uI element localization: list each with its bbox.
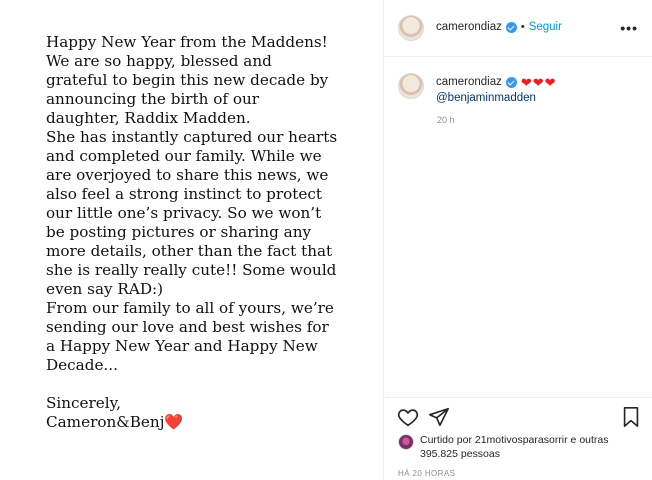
bookmark-icon[interactable] (621, 406, 641, 428)
liker-avatar[interactable] (398, 434, 414, 450)
caption-hearts: ❤❤❤ (520, 75, 557, 90)
avatar[interactable] (398, 15, 424, 41)
more-options-icon[interactable]: ••• (620, 20, 638, 36)
heart-outline-icon[interactable] (397, 406, 419, 428)
header-user (436, 21, 562, 33)
follow-button[interactable]: Seguir (528, 21, 562, 33)
caption (436, 75, 636, 106)
post-sidebar (385, 0, 652, 480)
likes-summary[interactable]: Curtido por 21motivosparasorrir e outras 395.825 pessoas (420, 434, 609, 460)
verified-badge-icon (506, 22, 517, 33)
paper-plane-icon[interactable] (428, 406, 450, 428)
post-image-text: Happy New Year from the Maddens! We are so happy, blessed and grateful to begin this new decade by announcing the birth of our daughter, Raddix Madden. She has instantly captured our hearts and completed our family. While we are overjoyed to share this news, we also feel a strong instinct to protect our little one’s privacy. So we won’t be posting pictures or sharing any more details, other than the fact that she is really really cute!! Some would even say RAD:) From our family to all of yours, we’re sending our love and best wishes for a Happy New Year and Happy New Decade... Sincerely, Cameron&Benj❤️ (46, 33, 338, 431)
caption-avatar[interactable] (398, 73, 424, 99)
post-timestamp[interactable]: HÁ 20 HORAS (398, 469, 456, 478)
caption-mention-link[interactable]: @benjaminmadden (436, 92, 536, 104)
comment-time[interactable]: 20 h (437, 115, 455, 125)
header-username[interactable]: camerondiaz (436, 21, 502, 33)
verified-badge-icon (506, 77, 517, 88)
divider (385, 397, 652, 398)
post-header (385, 0, 652, 57)
separator-dot: • (520, 21, 525, 33)
caption-username[interactable]: camerondiaz (436, 76, 502, 88)
